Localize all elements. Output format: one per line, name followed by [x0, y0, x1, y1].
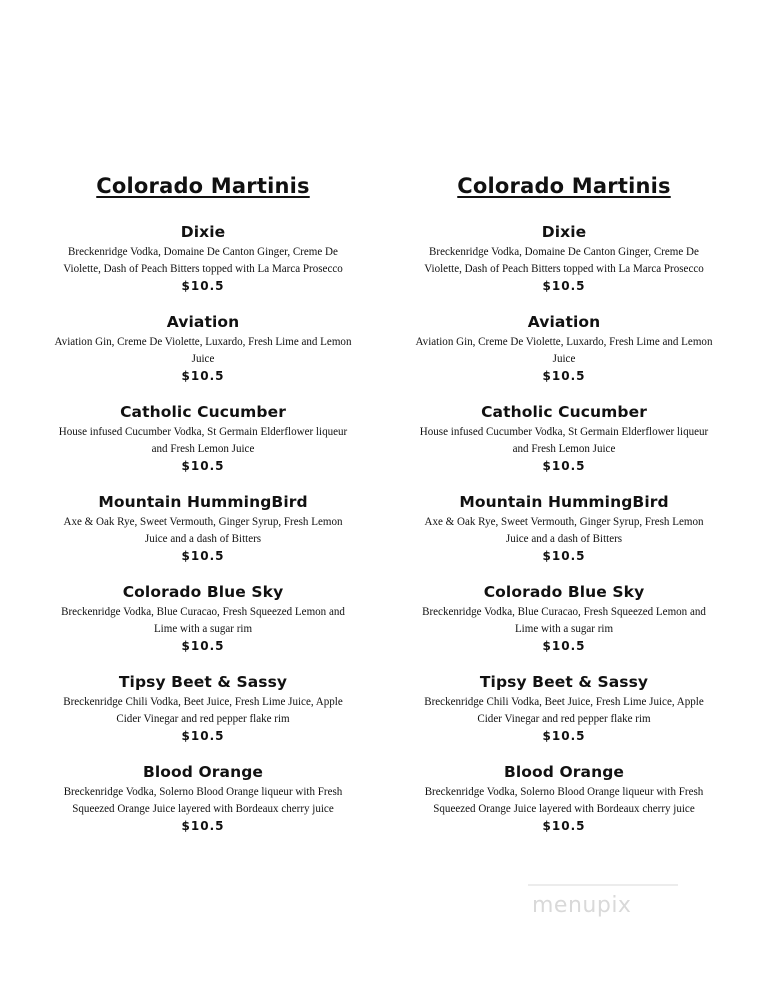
item-description: Breckenridge Vodka, Domaine De Canton Ginger, Creme De Violette, Dash of Peach Bitters topped with La Marca Prosecco	[424, 244, 704, 275]
item-description: Axe & Oak Rye, Sweet Vermouth, Ginger Syrup, Fresh Lemon Juice and a dash of Bitters	[63, 514, 343, 545]
item-description: Axe & Oak Rye, Sweet Vermouth, Ginger Syrup, Fresh Lemon Juice and a dash of Bitters	[424, 514, 704, 545]
item-price: $10.5	[542, 639, 586, 653]
menu-item	[38, 222, 368, 312]
item-price: $10.5	[181, 459, 225, 473]
menu-item	[399, 762, 729, 852]
item-price: $10.5	[542, 729, 586, 743]
watermark-divider	[528, 884, 678, 886]
item-name: Aviation	[166, 313, 240, 331]
item-name: Dixie	[541, 223, 587, 241]
item-description: House infused Cucumber Vodka, St Germain Elderflower liqueur and Fresh Lemon Juice	[58, 424, 348, 455]
item-description: Breckenridge Vodka, Domaine De Canton Ginger, Creme De Violette, Dash of Peach Bitters topped with La Marca Prosecco	[63, 244, 343, 275]
item-description: Aviation Gin, Creme De Violette, Luxardo, Fresh Lime and Lemon Juice	[415, 334, 713, 365]
item-price: $10.5	[542, 819, 586, 833]
item-price: $10.5	[542, 279, 586, 293]
menu-column-right	[399, 172, 729, 852]
menu-item	[38, 402, 368, 492]
menu-column-left	[38, 172, 368, 852]
item-name: Tipsy Beet & Sassy	[479, 673, 649, 691]
menu-item	[38, 582, 368, 672]
menu-item	[38, 762, 368, 852]
menu-title: Colorado Martinis	[457, 174, 671, 198]
menu-item	[399, 492, 729, 582]
menu-item	[399, 672, 729, 762]
item-name: Colorado Blue Sky	[483, 583, 645, 601]
item-price: $10.5	[542, 459, 586, 473]
item-description: Breckenridge Vodka, Solerno Blood Orange liqueur with Fresh Squeezed Orange Juice layered with Bordeaux cherry juice	[424, 784, 704, 815]
item-price: $10.5	[181, 819, 225, 833]
item-name: Mountain HummingBird	[98, 493, 308, 511]
item-description: Breckenridge Chili Vodka, Beet Juice, Fresh Lime Juice, Apple Cider Vinegar and red pepper flake rim	[63, 694, 343, 725]
item-price: $10.5	[181, 369, 225, 383]
item-name: Dixie	[180, 223, 226, 241]
item-price: $10.5	[181, 639, 225, 653]
menupix-watermark: menupix	[532, 893, 632, 918]
item-price: $10.5	[181, 729, 225, 743]
item-price: $10.5	[181, 279, 225, 293]
item-name: Colorado Blue Sky	[122, 583, 284, 601]
item-name: Catholic Cucumber	[481, 403, 647, 421]
item-price: $10.5	[542, 369, 586, 383]
item-description: Breckenridge Chili Vodka, Beet Juice, Fresh Lime Juice, Apple Cider Vinegar and red pepper flake rim	[424, 694, 704, 725]
item-description: Breckenridge Vodka, Solerno Blood Orange liqueur with Fresh Squeezed Orange Juice layered with Bordeaux cherry juice	[63, 784, 343, 815]
menu-item	[38, 492, 368, 582]
menu-item	[399, 402, 729, 492]
item-price: $10.5	[181, 549, 225, 563]
item-price: $10.5	[542, 549, 586, 563]
menu-item	[38, 312, 368, 402]
menu-item	[399, 312, 729, 402]
item-name: Aviation	[527, 313, 601, 331]
item-description: House infused Cucumber Vodka, St Germain Elderflower liqueur and Fresh Lemon Juice	[419, 424, 709, 455]
menu-item	[399, 222, 729, 312]
item-name: Catholic Cucumber	[120, 403, 286, 421]
item-description: Breckenridge Vodka, Blue Curacao, Fresh Squeezed Lemon and Lime with a sugar rim	[422, 604, 706, 635]
menu-item	[399, 582, 729, 672]
item-description: Aviation Gin, Creme De Violette, Luxardo, Fresh Lime and Lemon Juice	[54, 334, 352, 365]
menu-item	[38, 672, 368, 762]
item-name: Tipsy Beet & Sassy	[118, 673, 288, 691]
item-name: Mountain HummingBird	[459, 493, 669, 511]
item-name: Blood Orange	[503, 763, 625, 781]
item-description: Breckenridge Vodka, Blue Curacao, Fresh Squeezed Lemon and Lime with a sugar rim	[61, 604, 345, 635]
item-name: Blood Orange	[142, 763, 264, 781]
menu-title: Colorado Martinis	[96, 174, 310, 198]
